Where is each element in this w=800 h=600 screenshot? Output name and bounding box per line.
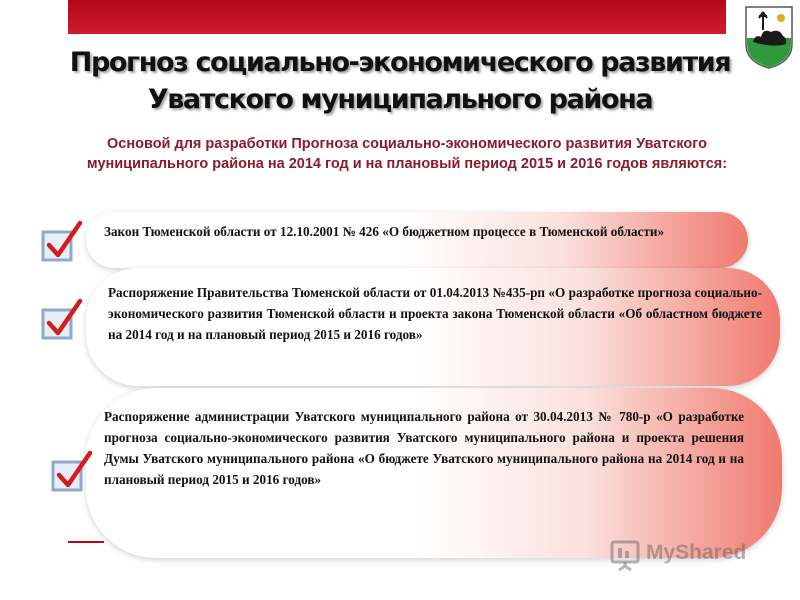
- coat-of-arms-icon: [743, 4, 795, 70]
- checkbox-checked-icon: [40, 220, 84, 264]
- legal-basis-item-1-text: Закон Тюменской области от 12.10.2001 № 426 «О бюджетном процессе в Тюменской области»: [104, 224, 665, 239]
- legal-basis-item-3-text: Распоряжение администрации Уватского муниципального района от 30.04.2013 № 780-р «О разработке прогноза социально-экономического развития Уватского муниципального района и проекта решения Думы Уватского муниципального района «О бюджете Уватского муниципального района на 2014 год и на плановый период 2015 и 2016 годов»: [104, 409, 744, 487]
- legal-basis-item-3: [86, 388, 782, 558]
- accent-line: [68, 541, 104, 543]
- intro-text: Основой для разработки Прогноза социально-экономического развития Уватского муниципального района на 2014 год и на плановый период 2015 и 2016 годов являются:: [86, 136, 728, 172]
- legal-basis-item-2-text: Распоряжение Правительства Тюменской области от 01.04.2013 №435-рп «О разработке прогноза социально-экономического развития Тюменской области и проекта закона Тюменской области «Об областном бюджете на 2014 год и на плановый период 2015 и 2016 годов»: [108, 285, 762, 342]
- slide-title: Прогноз социально-экономического развития Уватского муниципального района: [69, 47, 731, 115]
- watermark-text: MyShared: [646, 541, 747, 564]
- presentation-board-icon: [608, 538, 642, 572]
- watermark: [608, 538, 764, 572]
- checkbox-checked-icon: [50, 450, 94, 494]
- top-accent-bar: [68, 0, 726, 34]
- legal-basis-item-2: [86, 268, 780, 386]
- checkbox-checked-icon: [40, 298, 84, 342]
- legal-basis-item-1: [86, 212, 748, 268]
